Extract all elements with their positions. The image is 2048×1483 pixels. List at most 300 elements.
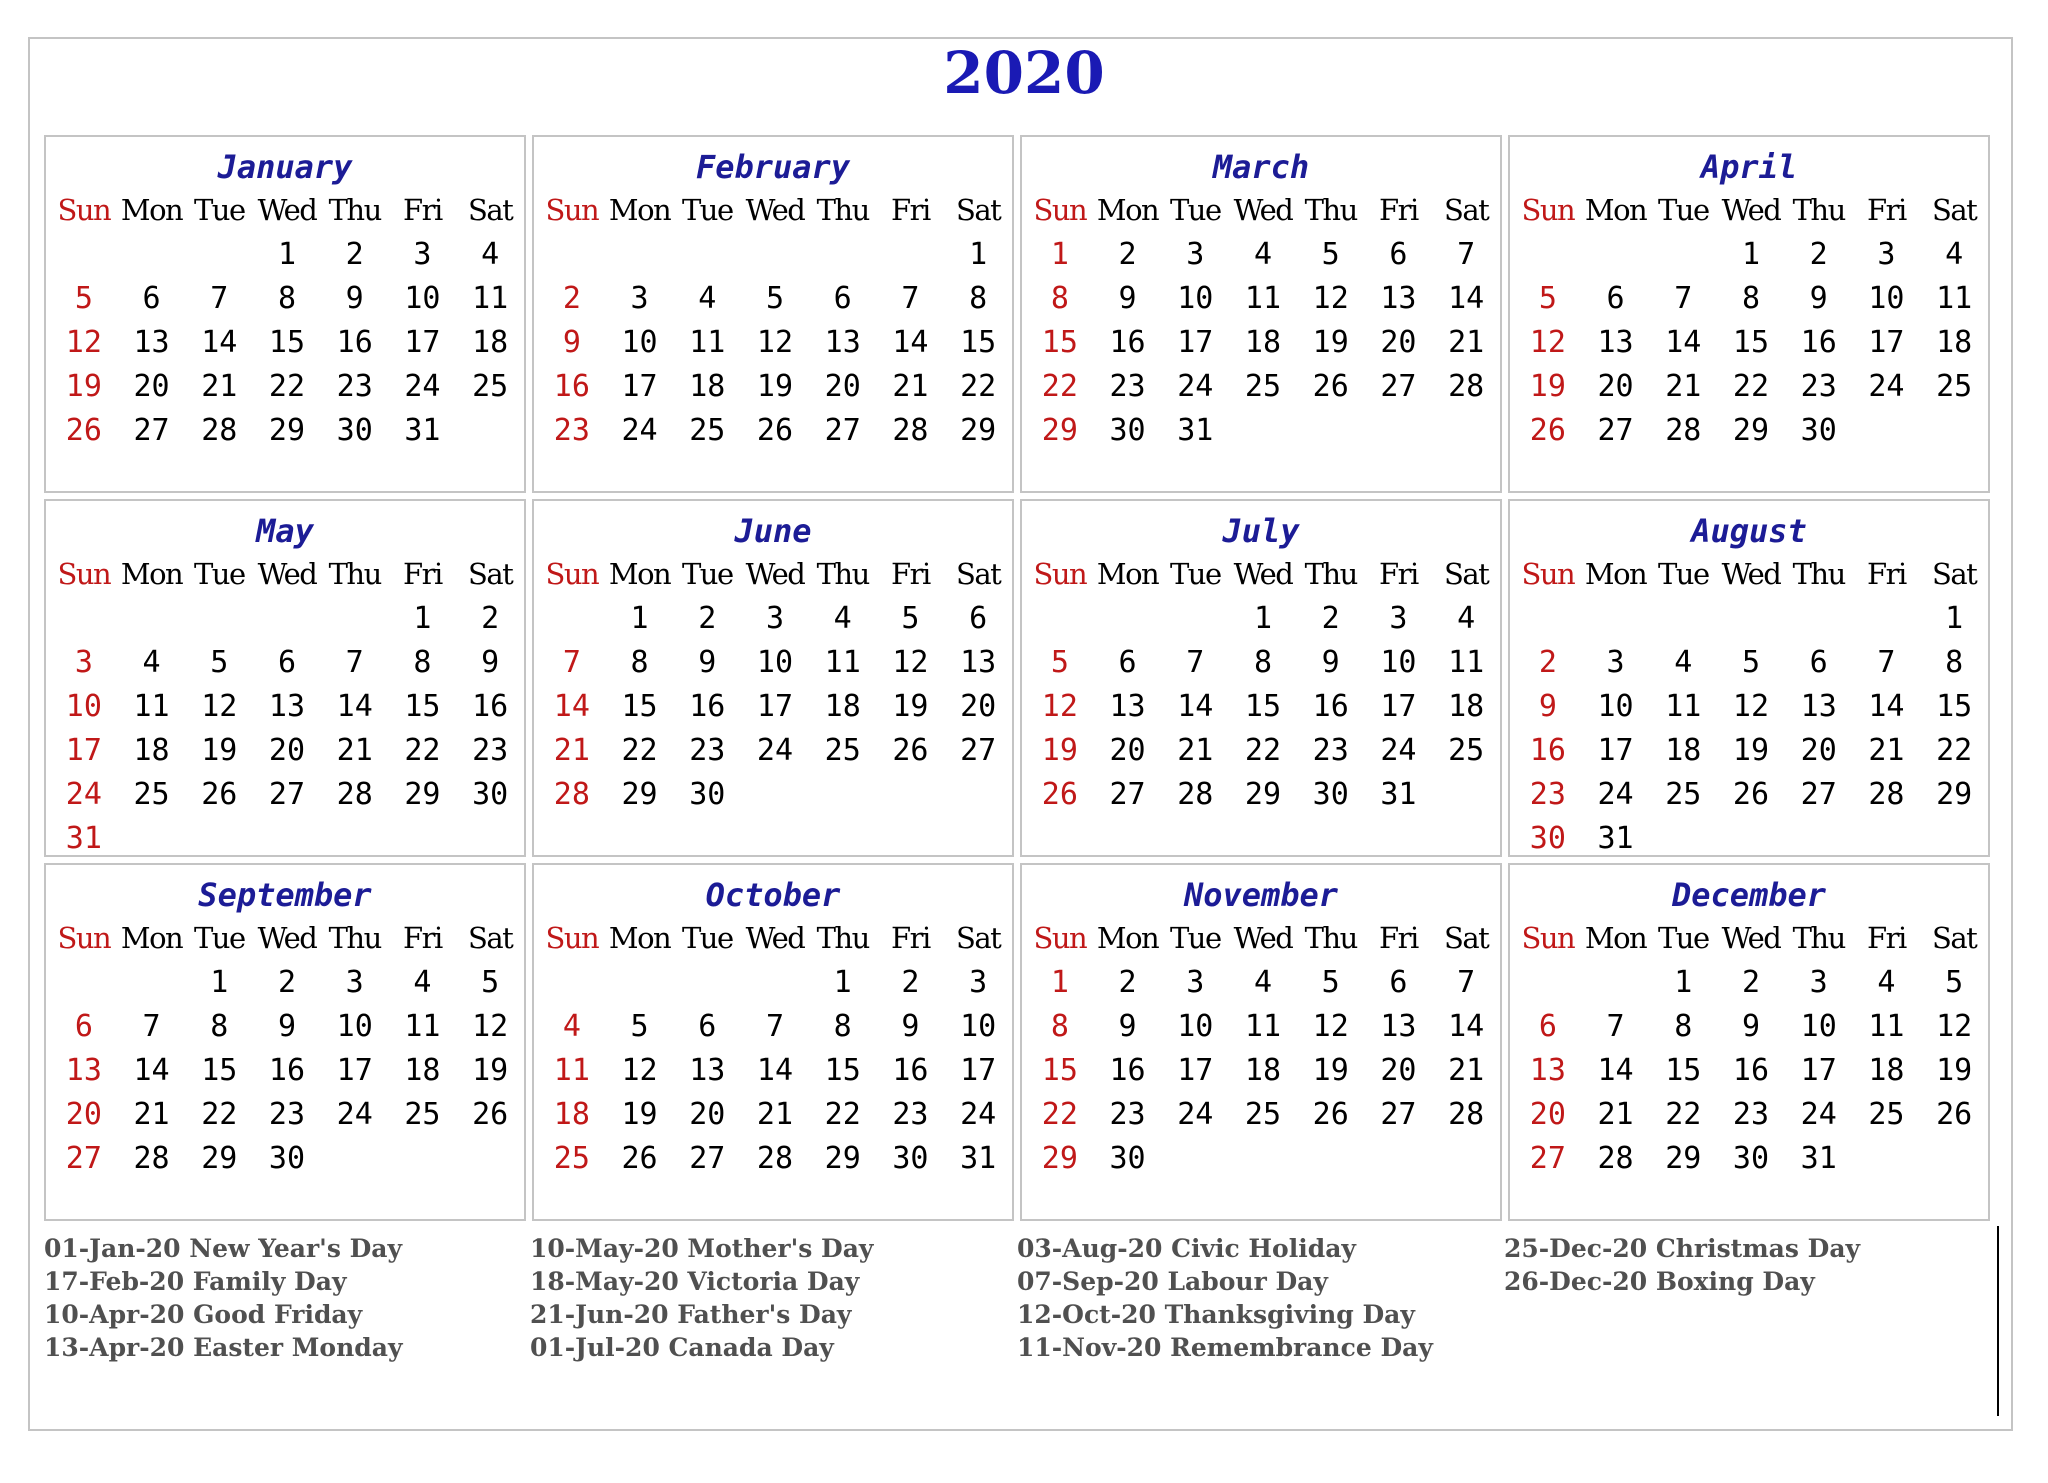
day-cell: 9 xyxy=(1118,1009,1137,1044)
day-cell: 12 xyxy=(1312,1009,1349,1044)
day-cell: 26 xyxy=(1312,1097,1349,1132)
empty-day-cell xyxy=(50,961,118,1005)
holidays-list xyxy=(44,1232,1994,1382)
day-cell: 15 xyxy=(960,325,997,360)
empty-day-cell xyxy=(673,961,741,1005)
day-grid xyxy=(538,961,1012,1181)
empty-day-cell xyxy=(1514,233,1582,277)
day-cell: 17 xyxy=(65,733,102,768)
weekday-label: Fri xyxy=(1867,193,1906,227)
day-cell: 17 xyxy=(1800,1053,1837,1088)
month-february xyxy=(532,135,1014,493)
day-cell: 2 xyxy=(345,237,364,272)
month-may xyxy=(44,499,526,857)
day-cell: 1 xyxy=(1741,237,1761,272)
day-cell: 26 xyxy=(1936,1097,1973,1132)
day-cell: 29 xyxy=(1665,1141,1702,1176)
day-cell: 13 xyxy=(133,325,170,360)
day-cell: 9 xyxy=(698,645,717,680)
day-cell: 4 xyxy=(1674,645,1693,680)
day-cell: 16 xyxy=(1312,689,1349,724)
day-cell: 6 xyxy=(969,601,988,636)
weekday-label: Sat xyxy=(955,921,1001,955)
day-cell: 23 xyxy=(892,1097,929,1132)
day-cell: 17 xyxy=(336,1053,373,1088)
weekday-label: Fri xyxy=(891,557,930,591)
day-cell: 27 xyxy=(133,413,170,448)
weekday-label: Sun xyxy=(545,557,599,591)
day-cell: 24 xyxy=(404,369,441,404)
day-cell: 28 xyxy=(1665,413,1702,448)
weekday-label: Tue xyxy=(681,921,733,955)
weekday-label: Mon xyxy=(120,193,183,227)
day-cell: 30 xyxy=(336,413,373,448)
day-cell: 31 xyxy=(1380,777,1417,812)
day-cell: 17 xyxy=(1380,689,1417,724)
day-cell: 22 xyxy=(960,369,997,404)
day-cell: 1 xyxy=(1253,601,1273,636)
day-cell: 7 xyxy=(1186,645,1205,680)
day-cell: 24 xyxy=(1380,733,1417,768)
day-cell: 26 xyxy=(201,777,238,812)
day-cell: 17 xyxy=(404,325,441,360)
day-cell: 23 xyxy=(689,733,726,768)
day-grid xyxy=(1026,961,1500,1181)
day-cell: 4 xyxy=(1945,237,1964,272)
weekday-label: Fri xyxy=(1379,557,1418,591)
weekday-label: Sun xyxy=(1033,921,1087,955)
day-cell: 11 xyxy=(1244,1009,1282,1044)
holiday-column xyxy=(1504,1232,1984,1298)
day-cell: 15 xyxy=(824,1053,861,1088)
weekday-header xyxy=(538,918,1012,958)
day-cell: 7 xyxy=(1457,237,1476,272)
weekday-header xyxy=(1026,190,1500,230)
day-cell: 19 xyxy=(201,733,238,768)
day-cell: 16 xyxy=(472,689,509,724)
day-cell: 24 xyxy=(960,1097,997,1132)
day-cell: 3 xyxy=(765,601,785,636)
day-cell: 15 xyxy=(1041,325,1078,360)
day-cell: 14 xyxy=(1448,1009,1485,1044)
weekday-label: Sat xyxy=(1443,193,1489,227)
weekday-label: Sun xyxy=(57,193,111,227)
day-cell: 18 xyxy=(472,325,509,360)
holiday-entry: 10-May-20 Mother's Day xyxy=(530,1234,874,1263)
day-cell: 10 xyxy=(756,645,794,680)
day-cell: 12 xyxy=(472,1009,509,1044)
day-cell: 4 xyxy=(142,645,161,680)
day-cell: 7 xyxy=(345,645,364,680)
day-cell: 7 xyxy=(901,281,920,316)
empty-day-cell xyxy=(50,597,118,641)
empty-day-cell xyxy=(606,233,674,277)
weekday-label: Sat xyxy=(955,557,1001,591)
day-cell: 6 xyxy=(698,1009,717,1044)
day-cell: 30 xyxy=(1109,413,1146,448)
empty-day-cell xyxy=(1514,961,1582,1005)
day-cell: 13 xyxy=(824,325,861,360)
day-cell: 19 xyxy=(1936,1053,1973,1088)
day-cell: 15 xyxy=(1041,1053,1078,1088)
weekday-header xyxy=(50,190,524,230)
day-cell: 2 xyxy=(1538,645,1557,680)
day-cell: 10 xyxy=(1868,281,1905,316)
weekday-label: Tue xyxy=(681,557,733,591)
empty-day-cell xyxy=(1785,597,1853,641)
month-january xyxy=(44,135,526,493)
weekday-label: Thu xyxy=(328,193,381,227)
empty-day-cell xyxy=(50,233,118,277)
day-cell: 6 xyxy=(142,281,161,316)
holiday-entry: 13-Apr-20 Easter Monday xyxy=(44,1333,403,1362)
day-cell: 14 xyxy=(756,1053,794,1088)
day-cell: 1 xyxy=(630,601,649,636)
day-cell: 13 xyxy=(1597,325,1634,360)
day-cell: 10 xyxy=(1800,1009,1837,1044)
day-cell: 20 xyxy=(1109,733,1146,768)
day-cell: 18 xyxy=(689,369,726,404)
day-cell: 2 xyxy=(1118,237,1137,272)
day-cell: 2 xyxy=(1321,601,1340,636)
empty-day-cell xyxy=(877,233,945,277)
day-cell: 14 xyxy=(1597,1053,1634,1088)
day-grid xyxy=(538,233,1012,453)
day-cell: 10 xyxy=(336,1009,373,1044)
day-grid xyxy=(1514,233,1988,453)
empty-day-cell xyxy=(1161,597,1229,641)
day-cell: 5 xyxy=(1321,965,1340,1000)
day-cell: 17 xyxy=(960,1053,997,1088)
day-cell: 11 xyxy=(553,1053,590,1088)
empty-day-cell xyxy=(1717,597,1785,641)
day-cell: 28 xyxy=(201,413,238,448)
day-cell: 7 xyxy=(142,1009,161,1044)
day-cell: 21 xyxy=(1597,1097,1634,1132)
day-cell: 23 xyxy=(268,1097,306,1132)
day-cell: 11 xyxy=(1936,281,1973,316)
day-cell: 2 xyxy=(698,601,717,636)
day-cell: 16 xyxy=(1109,325,1146,360)
day-cell: 3 xyxy=(969,965,988,1000)
day-cell: 4 xyxy=(562,1009,581,1044)
weekday-label: Tue xyxy=(193,921,245,955)
day-cell: 30 xyxy=(1312,777,1349,812)
weekday-label: Sat xyxy=(467,557,513,591)
day-cell: 16 xyxy=(892,1053,929,1088)
day-cell: 23 xyxy=(1732,1097,1770,1132)
day-cell: 12 xyxy=(892,645,929,680)
day-cell: 28 xyxy=(1868,777,1905,812)
day-cell: 16 xyxy=(1732,1053,1770,1088)
weekday-label: Thu xyxy=(328,557,381,591)
weekday-header xyxy=(1026,918,1500,958)
day-cell: 7 xyxy=(765,1009,785,1044)
month-july xyxy=(1020,499,1502,857)
day-cell: 25 xyxy=(133,777,170,812)
day-cell: 5 xyxy=(1321,237,1340,272)
empty-day-cell xyxy=(1649,597,1717,641)
day-cell: 7 xyxy=(1606,1009,1625,1044)
day-cell: 12 xyxy=(621,1053,658,1088)
day-cell: 22 xyxy=(1936,733,1973,768)
day-cell: 27 xyxy=(268,777,306,812)
day-cell: 26 xyxy=(65,413,102,448)
empty-day-cell xyxy=(606,961,674,1005)
empty-day-cell xyxy=(741,233,809,277)
empty-day-cell xyxy=(185,233,253,277)
day-cell: 12 xyxy=(1041,689,1078,724)
day-cell: 3 xyxy=(630,281,649,316)
day-cell: 4 xyxy=(1253,965,1273,1000)
holiday-entry: 07-Sep-20 Labour Day xyxy=(1017,1267,1328,1296)
day-cell: 25 xyxy=(553,1141,590,1176)
day-cell: 19 xyxy=(1312,325,1349,360)
day-cell: 28 xyxy=(1177,777,1214,812)
day-cell: 23 xyxy=(472,733,509,768)
day-cell: 8 xyxy=(1674,1009,1693,1044)
weekday-label: Mon xyxy=(1096,921,1159,955)
day-cell: 25 xyxy=(404,1097,441,1132)
weekday-label: Thu xyxy=(816,193,869,227)
day-cell: 31 xyxy=(404,413,441,448)
day-cell: 24 xyxy=(1177,369,1214,404)
day-cell: 27 xyxy=(1597,413,1634,448)
day-cell: 22 xyxy=(268,369,306,404)
day-cell: 18 xyxy=(553,1097,590,1132)
day-cell: 29 xyxy=(268,413,306,448)
day-cell: 28 xyxy=(1448,369,1485,404)
day-cell: 20 xyxy=(960,689,997,724)
day-cell: 25 xyxy=(1448,733,1485,768)
day-cell: 9 xyxy=(277,1009,297,1044)
day-cell: 1 xyxy=(1050,965,1069,1000)
empty-day-cell xyxy=(1514,597,1582,641)
day-cell: 16 xyxy=(553,369,590,404)
day-cell: 23 xyxy=(1109,1097,1146,1132)
day-cell: 22 xyxy=(1732,369,1770,404)
day-cell: 11 xyxy=(1244,281,1282,316)
day-cell: 8 xyxy=(210,1009,229,1044)
day-cell: 23 xyxy=(336,369,373,404)
day-cell: 18 xyxy=(824,689,861,724)
day-cell: 9 xyxy=(481,645,500,680)
day-cell: 11 xyxy=(689,325,726,360)
day-cell: 8 xyxy=(413,645,432,680)
day-cell: 3 xyxy=(1809,965,1828,1000)
day-cell: 13 xyxy=(1109,689,1146,724)
empty-day-cell xyxy=(253,597,321,641)
weekday-label: Sun xyxy=(1521,193,1575,227)
holiday-entry: 25-Dec-20 Christmas Day xyxy=(1504,1234,1861,1263)
day-cell: 27 xyxy=(689,1141,726,1176)
day-cell: 19 xyxy=(1732,733,1770,768)
day-cell: 4 xyxy=(1253,237,1273,272)
holiday-entry: 18-May-20 Victoria Day xyxy=(530,1267,860,1296)
day-cell: 25 xyxy=(1244,1097,1282,1132)
day-cell: 30 xyxy=(472,777,509,812)
holiday-entry: 26-Dec-20 Boxing Day xyxy=(1504,1267,1815,1296)
month-name: March xyxy=(1212,148,1310,186)
day-cell: 18 xyxy=(133,733,170,768)
day-cell: 29 xyxy=(1041,413,1078,448)
day-cell: 14 xyxy=(1448,281,1485,316)
day-cell: 14 xyxy=(201,325,238,360)
day-grid xyxy=(1514,961,1988,1181)
day-cell: 17 xyxy=(1177,1053,1214,1088)
weekday-label: Wed xyxy=(1721,921,1781,955)
months-grid xyxy=(44,135,1994,1225)
weekday-label: Mon xyxy=(120,557,183,591)
day-cell: 19 xyxy=(1312,1053,1349,1088)
day-cell: 29 xyxy=(1732,413,1770,448)
weekday-label: Sun xyxy=(1033,193,1087,227)
day-cell: 30 xyxy=(689,777,726,812)
day-cell: 28 xyxy=(1448,1097,1485,1132)
day-cell: 15 xyxy=(1665,1053,1702,1088)
day-cell: 30 xyxy=(1732,1141,1770,1176)
day-cell: 26 xyxy=(756,413,794,448)
day-cell: 4 xyxy=(833,601,852,636)
day-cell: 20 xyxy=(824,369,861,404)
weekday-label: Wed xyxy=(257,193,317,227)
day-cell: 11 xyxy=(472,281,509,316)
empty-day-cell xyxy=(1649,233,1717,277)
day-cell: 5 xyxy=(1741,645,1761,680)
weekday-label: Thu xyxy=(1304,921,1357,955)
month-name: February xyxy=(695,148,851,186)
day-cell: 26 xyxy=(892,733,929,768)
day-cell: 5 xyxy=(630,1009,649,1044)
day-cell: 8 xyxy=(969,281,988,316)
weekday-label: Wed xyxy=(257,557,317,591)
day-cell: 22 xyxy=(1244,733,1282,768)
day-cell: 27 xyxy=(1380,1097,1417,1132)
day-cell: 20 xyxy=(1380,1053,1417,1088)
day-cell: 29 xyxy=(201,1141,238,1176)
day-cell: 15 xyxy=(404,689,441,724)
weekday-label: Mon xyxy=(608,193,671,227)
weekday-label: Sat xyxy=(1931,921,1977,955)
empty-day-cell xyxy=(538,961,606,1005)
day-cell: 12 xyxy=(1936,1009,1973,1044)
day-cell: 26 xyxy=(1312,369,1349,404)
day-cell: 1 xyxy=(833,965,852,1000)
day-cell: 19 xyxy=(892,689,929,724)
weekday-label: Thu xyxy=(1792,193,1845,227)
day-cell: 24 xyxy=(1597,777,1634,812)
day-cell: 22 xyxy=(1041,369,1078,404)
day-cell: 9 xyxy=(1809,281,1828,316)
day-cell: 7 xyxy=(1457,965,1476,1000)
day-cell: 7 xyxy=(1877,645,1896,680)
day-cell: 1 xyxy=(969,237,988,272)
day-cell: 31 xyxy=(1597,821,1634,856)
day-cell: 21 xyxy=(133,1097,170,1132)
day-grid xyxy=(50,961,524,1181)
day-cell: 17 xyxy=(1177,325,1214,360)
day-cell: 21 xyxy=(1868,733,1905,768)
month-name: April xyxy=(1700,148,1798,186)
day-cell: 27 xyxy=(1800,777,1837,812)
day-cell: 25 xyxy=(689,413,726,448)
weekday-label: Sat xyxy=(1443,921,1489,955)
day-cell: 20 xyxy=(1800,733,1837,768)
day-cell: 9 xyxy=(562,325,581,360)
weekday-header xyxy=(50,554,524,594)
day-grid xyxy=(50,233,524,453)
month-name: June xyxy=(734,512,812,550)
weekday-label: Fri xyxy=(891,193,930,227)
day-cell: 19 xyxy=(1041,733,1078,768)
day-cell: 5 xyxy=(481,965,500,1000)
day-cell: 3 xyxy=(1606,645,1625,680)
day-cell: 5 xyxy=(210,645,229,680)
day-cell: 11 xyxy=(1868,1009,1905,1044)
day-cell: 31 xyxy=(65,821,102,856)
weekday-label: Wed xyxy=(257,921,317,955)
day-cell: 24 xyxy=(1177,1097,1214,1132)
day-cell: 20 xyxy=(268,733,306,768)
month-name: November xyxy=(1183,876,1339,914)
day-cell: 20 xyxy=(1597,369,1634,404)
day-cell: 28 xyxy=(1597,1141,1634,1176)
day-grid xyxy=(1514,597,1988,861)
day-cell: 5 xyxy=(765,281,785,316)
day-cell: 21 xyxy=(892,369,929,404)
day-cell: 14 xyxy=(1177,689,1214,724)
day-cell: 6 xyxy=(1389,237,1408,272)
day-cell: 12 xyxy=(1732,689,1770,724)
weekday-label: Sun xyxy=(57,557,111,591)
day-cell: 29 xyxy=(1041,1141,1078,1176)
day-cell: 17 xyxy=(1868,325,1905,360)
weekday-label: Fri xyxy=(1867,921,1906,955)
day-cell: 7 xyxy=(562,645,581,680)
day-cell: 25 xyxy=(1244,369,1282,404)
day-cell: 6 xyxy=(1389,965,1408,1000)
day-cell: 8 xyxy=(1945,645,1964,680)
day-cell: 26 xyxy=(1529,413,1566,448)
day-cell: 12 xyxy=(65,325,102,360)
day-cell: 5 xyxy=(1945,965,1964,1000)
day-cell: 11 xyxy=(1665,689,1702,724)
day-cell: 21 xyxy=(553,733,590,768)
weekday-label: Tue xyxy=(1657,921,1709,955)
day-cell: 27 xyxy=(1109,777,1146,812)
day-cell: 14 xyxy=(133,1053,170,1088)
weekday-label: Tue xyxy=(193,193,245,227)
day-cell: 2 xyxy=(1118,965,1137,1000)
day-cell: 26 xyxy=(621,1141,658,1176)
holiday-entry: 11-Nov-20 Remembrance Day xyxy=(1017,1333,1433,1362)
weekday-label: Wed xyxy=(1721,557,1781,591)
day-cell: 13 xyxy=(689,1053,726,1088)
day-cell: 21 xyxy=(1665,369,1702,404)
day-cell: 8 xyxy=(1253,645,1273,680)
day-cell: 12 xyxy=(1529,325,1566,360)
day-cell: 13 xyxy=(1529,1053,1566,1088)
day-grid xyxy=(50,597,524,861)
day-cell: 9 xyxy=(901,1009,920,1044)
day-cell: 8 xyxy=(277,281,297,316)
day-cell: 21 xyxy=(336,733,373,768)
weekday-header xyxy=(538,190,1012,230)
weekday-header xyxy=(538,554,1012,594)
day-cell: 9 xyxy=(1118,281,1137,316)
day-cell: 21 xyxy=(201,369,238,404)
weekday-label: Tue xyxy=(1169,921,1221,955)
